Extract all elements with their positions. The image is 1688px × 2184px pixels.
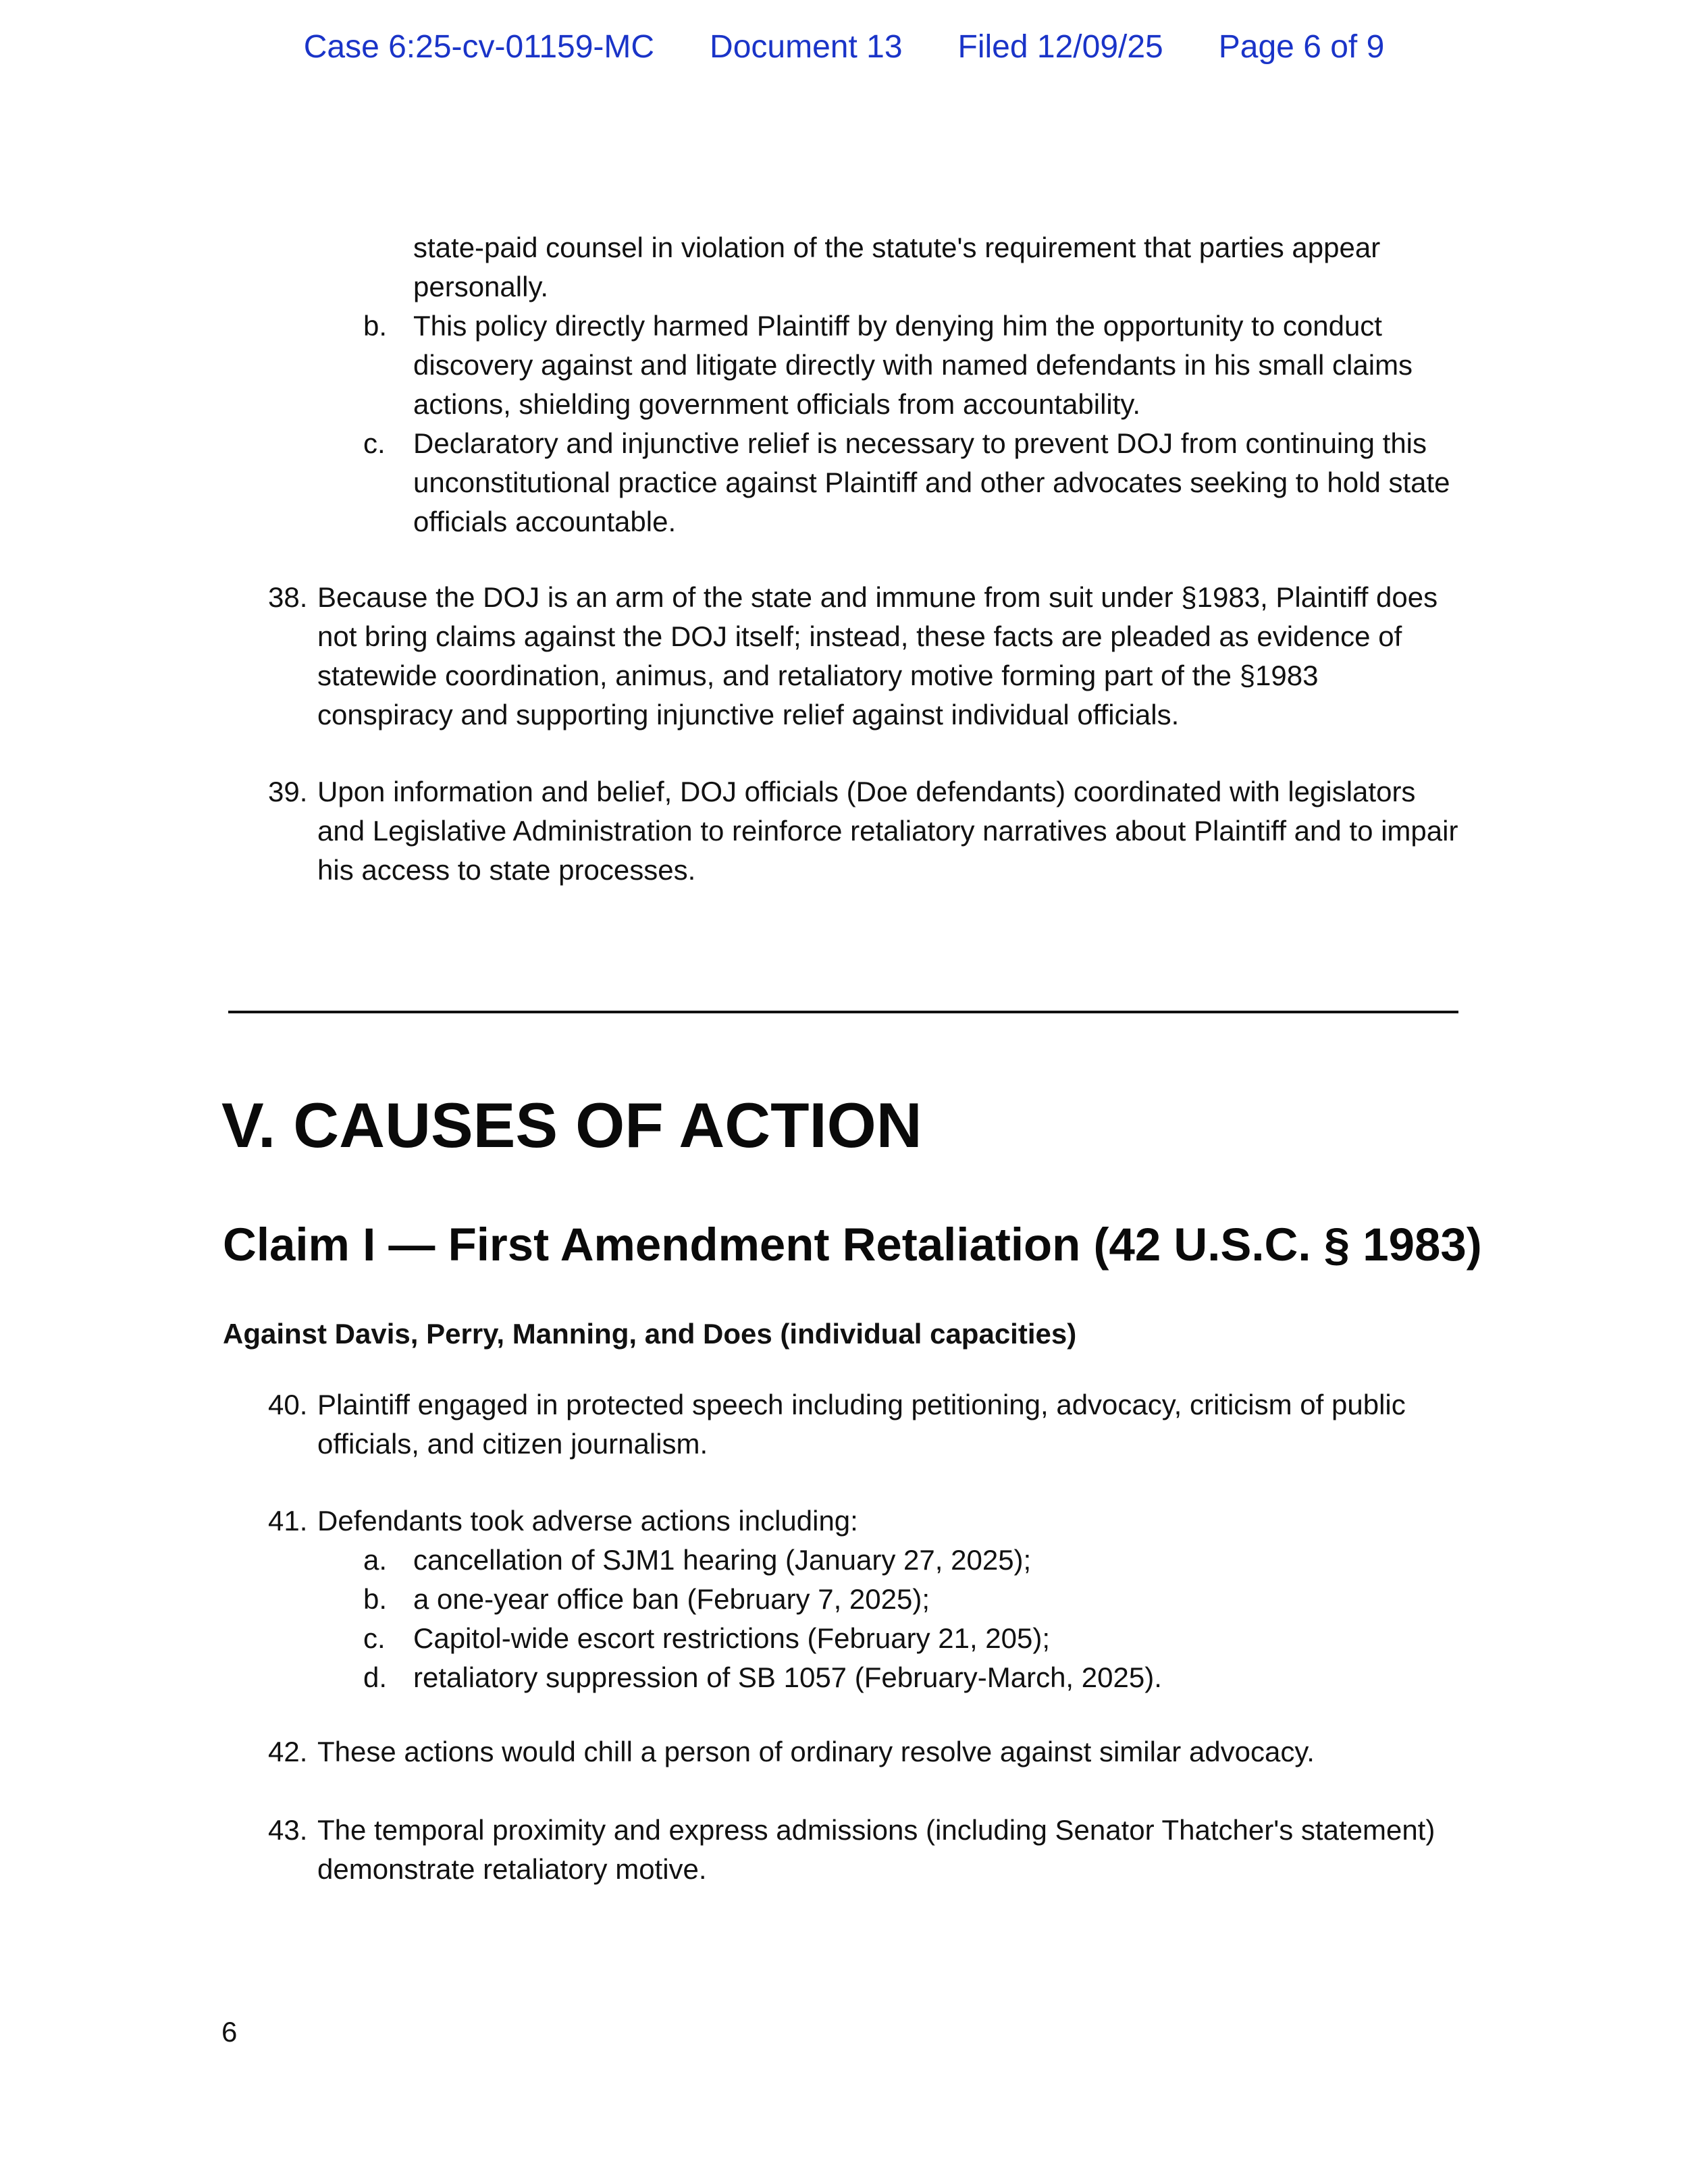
list-item: [0, 424, 1688, 541]
list-item-text: Capitol-wide escort restrictions (February 21, 205);: [413, 1622, 1051, 1654]
paragraph-text: Defendants took adverse actions including:: [317, 1505, 858, 1537]
numbered-paragraph: [0, 578, 1688, 735]
list-item-letter: c.: [363, 427, 386, 459]
section-heading: V. CAUSES OF ACTION: [221, 1090, 922, 1161]
claim-subtitle: Against Davis, Perry, Manning, and Does (individual capacities): [223, 1318, 1077, 1350]
page-count: Page 6 of 9: [1218, 29, 1385, 65]
list-item-letter: c.: [363, 1622, 386, 1654]
page-number: 6: [221, 2016, 238, 2048]
list-item: [0, 228, 1688, 307]
paragraph-number: 39.: [268, 776, 308, 807]
list-item: [0, 1619, 1688, 1658]
numbered-paragraph: [0, 1732, 1688, 1772]
continued-list: [0, 228, 1688, 541]
list-item: [0, 1658, 1688, 1697]
paragraph-number: 42.: [268, 1736, 308, 1767]
list-item-text: state-paid counsel in violation of the statute's requirement that parties appear personally.: [413, 232, 1381, 302]
list-item: [0, 1541, 1688, 1580]
claim-heading: Claim I — First Amendment Retaliation (42 U.S.C. § 1983): [223, 1219, 1482, 1271]
paragraph-number: 38.: [268, 581, 308, 613]
paragraph-text: Plaintiff engaged in protected speech including petitioning, advocacy, criticism of public officials, and citizen journalism.: [317, 1389, 1406, 1460]
paragraph-text: Because the DOJ is an arm of the state and immune from suit under §1983, Plaintiff does not bring claims against the DOJ itself; instead, these facts are pleaded as evidence of statewide coordination, animus, and retaliatory motive forming part of the §1983 conspiracy and supporting injunctive relief against individual officials.: [317, 581, 1438, 730]
paragraph-38: [0, 578, 1688, 735]
section-divider: [228, 1011, 1458, 1013]
list-item-letter: d.: [363, 1661, 388, 1693]
numbered-paragraph: [0, 1811, 1688, 1889]
list-item-text: cancellation of SJM1 hearing (January 27, 2025);: [413, 1544, 1032, 1576]
paragraph-number: 41.: [268, 1505, 308, 1537]
list-item-letter: b.: [363, 1583, 388, 1615]
paragraph-41: [0, 1501, 1688, 1697]
list-item-letter: b.: [363, 310, 388, 342]
paragraph-43: [0, 1811, 1688, 1889]
paragraph-40: [0, 1385, 1688, 1464]
list-item: [0, 1580, 1688, 1619]
paragraph-39: [0, 772, 1688, 890]
paragraph-number: 43.: [268, 1814, 308, 1846]
ecf-header: [0, 27, 1688, 68]
paragraph-42: [0, 1732, 1688, 1772]
list-item-text: This policy directly harmed Plaintiff by denying him the opportunity to conduct discovery against and litigate directly with named defendants in his small claims actions, shielding government officials from accountability.: [413, 310, 1413, 420]
list-item-text: Declaratory and injunctive relief is necessary to prevent DOJ from continuing this unconstitutional practice against Plaintiff and other advocates seeking to hold state officials accountable.: [413, 427, 1450, 537]
document-number: Document 13: [710, 29, 903, 65]
numbered-paragraph: [0, 1501, 1688, 1541]
numbered-paragraph: [0, 1385, 1688, 1464]
paragraph-text: These actions would chill a person of ordinary resolve against similar advocacy.: [317, 1736, 1315, 1767]
list-item-text: retaliatory suppression of SB 1057 (February-March, 2025).: [413, 1661, 1162, 1693]
list-item-text: a one-year office ban (February 7, 2025);: [413, 1583, 930, 1615]
list-item: [0, 307, 1688, 424]
paragraph-number: 40.: [268, 1389, 308, 1420]
paragraph-text: The temporal proximity and express admissions (including Senator Thatcher's statement) demonstrate retaliatory motive.: [317, 1814, 1435, 1885]
list-item-letter: a.: [363, 1544, 388, 1576]
filed-date: Filed 12/09/25: [957, 29, 1163, 65]
paragraph-text: Upon information and belief, DOJ officials (Doe defendants) coordinated with legislators and Legislative Administration to reinforce retaliatory narratives about Plaintiff and to impair his access to state processes.: [317, 776, 1458, 886]
case-number: Case 6:25-cv-01159-MC: [303, 29, 655, 65]
numbered-paragraph: [0, 772, 1688, 890]
